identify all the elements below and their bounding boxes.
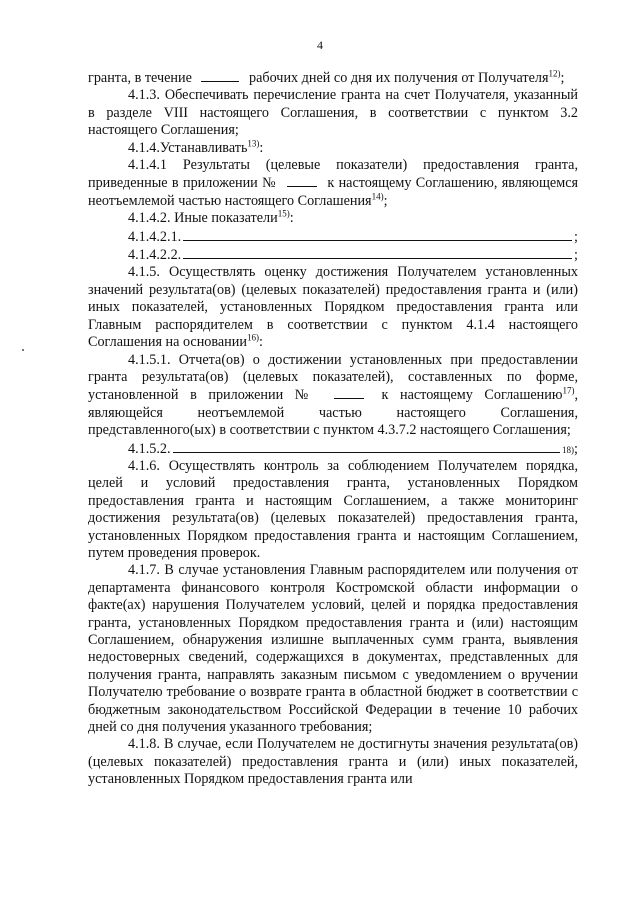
- footnote-14: 14): [371, 191, 384, 202]
- paragraph-4-1-5: [88, 264, 578, 351]
- footnote-16: 16): [246, 332, 259, 343]
- document-body: [88, 69, 578, 789]
- paragraph-4-1-5-2: 4.1.5.2. 18) ;: [128, 440, 578, 457]
- footnote-12: 12): [548, 68, 561, 79]
- paragraph-grant-term: [88, 69, 578, 87]
- paragraph-4-1-4-1: [88, 157, 578, 210]
- paragraph-4-1-4-2: [88, 210, 578, 227]
- punct: ;: [560, 70, 565, 86]
- footnote-17: 17): [562, 385, 575, 396]
- punct: ;: [574, 247, 578, 264]
- blank-appendix-number-2: [334, 386, 364, 399]
- page-number: 4: [317, 38, 323, 52]
- paragraph-4-1-4-2-2: [88, 246, 578, 264]
- paragraph-4-1-6: 4.1.6. Осуществлять контроль за соблюдением Получателем порядка, целей и условий предоставления гранта, установленных Порядком предоставления гранта и настоящим Соглашением, а также мониторинг достижения результата(ов) (целевых показателей) предоставления гранта, установленных Порядком предоставления гранта и настоящим Соглашением, путем проведения проверок.: [88, 457, 578, 561]
- scan-speck: [22, 349, 24, 351]
- text-4-1-4-1-b: к настоящему Соглашению, являющемся неотъемлемой частью настоящего Соглашения: [88, 175, 579, 209]
- paragraph-4-1-8: 4.1.8. В случае, если Получателем не достигнуты значения результата(ов) (целевых показателей) предоставления гранта и (или) иных показателей, установленных Порядком предоставления гранта или: [88, 736, 578, 788]
- punct: ;: [574, 440, 578, 457]
- text-4-1-5-1-b: к настоящему Соглашению: [381, 387, 563, 404]
- text-4-1-5: 4.1.5. Осуществлять оценку достижения Получателем установленных значений результата(ов) (целевых показателей) предоставления гранта и (или) иных показателей, установленных Порядком предоставления гранта или Главным распорядителем в соответствии с пунктом 4.1.4 настоящего Соглашения на основании: [88, 264, 578, 351]
- blank-line-4-1-4-2-2: [183, 246, 572, 259]
- text-4-1-5-1-c: , являющейся неотъемлемой частью настоящего Соглашения, представленного(ых) в соответствии с пунктом 4.3.7.2 настоящего Соглашения;: [88, 387, 579, 439]
- punct: :: [289, 210, 294, 227]
- text-4-1-5-2: 4.1.5.2.: [128, 440, 171, 457]
- text-4-1-4-2-1: 4.1.4.2.1.: [128, 228, 182, 245]
- punct: ;: [574, 228, 578, 245]
- text-4-1-5-1: 4.1.5.1. Отчета(ов) о достижении установленных при предоставлении гранта результата(ов) (целевых показателей), составленных по форме, установленной в приложении №: [88, 351, 578, 404]
- text-4-1-4-1: 4.1.4.1 Результаты (целевые показатели) предоставления гранта, приведенные в приложении №: [88, 157, 578, 192]
- text-4-1-4-2-2: 4.1.4.2.2.: [128, 247, 182, 264]
- paragraph-4-1-5-1: [88, 352, 578, 440]
- text-grant-term: гранта, в течение: [88, 70, 192, 86]
- footnote-15: 15): [277, 208, 290, 219]
- blank-appendix-number: [287, 174, 317, 187]
- blank-line-4-1-4-2-1: [183, 228, 572, 241]
- paragraph-4-1-3: 4.1.3. Обеспечивать перечисление гранта на счет Получателя, указанный в разделе VIII настоящего Соглашения, в соответствии с пунктом 3.2 настоящего Соглашения;: [88, 87, 578, 139]
- punct: ;: [383, 192, 388, 209]
- text-4-1-4: 4.1.4.Устанавливать: [128, 139, 248, 156]
- paragraph-4-1-7: 4.1.7. В случае установления Главным распорядителем или получения от департамента финансового контроля Костромской области информации о факте(ах) нарушения Получателем условий, целей и порядка предоставления гранта, установленных Порядком предоставления гранта и (или) настоящим Соглашением, обнаружения излишне выплаченных сумм гранта, выявления недостоверных сведений, содержащихся в документах, представленных для получения гранта, направлять заказным письмом с уведомлением о вручении Получателю требование о возврате гранта в областной бюджет в соответствии с бюджетным законодательством Российской Федерации в течение 10 рабочих дней со дня получения указанного требования;: [88, 562, 578, 736]
- paragraph-4-1-4: [88, 137, 578, 157]
- text-working-days: рабочих дней со дня их получения от: [248, 70, 475, 86]
- punct: :: [259, 139, 264, 156]
- paragraph-4-1-4-2-1: [88, 228, 578, 246]
- punct: :: [258, 334, 263, 351]
- text-4-1-4-2: 4.1.4.2. Иные показатели: [128, 210, 278, 227]
- footnote-13: 13): [247, 137, 260, 148]
- blank-line-4-1-5-2: [173, 440, 560, 453]
- text-recipient: Получателя: [478, 70, 549, 86]
- blank-days: [201, 69, 239, 82]
